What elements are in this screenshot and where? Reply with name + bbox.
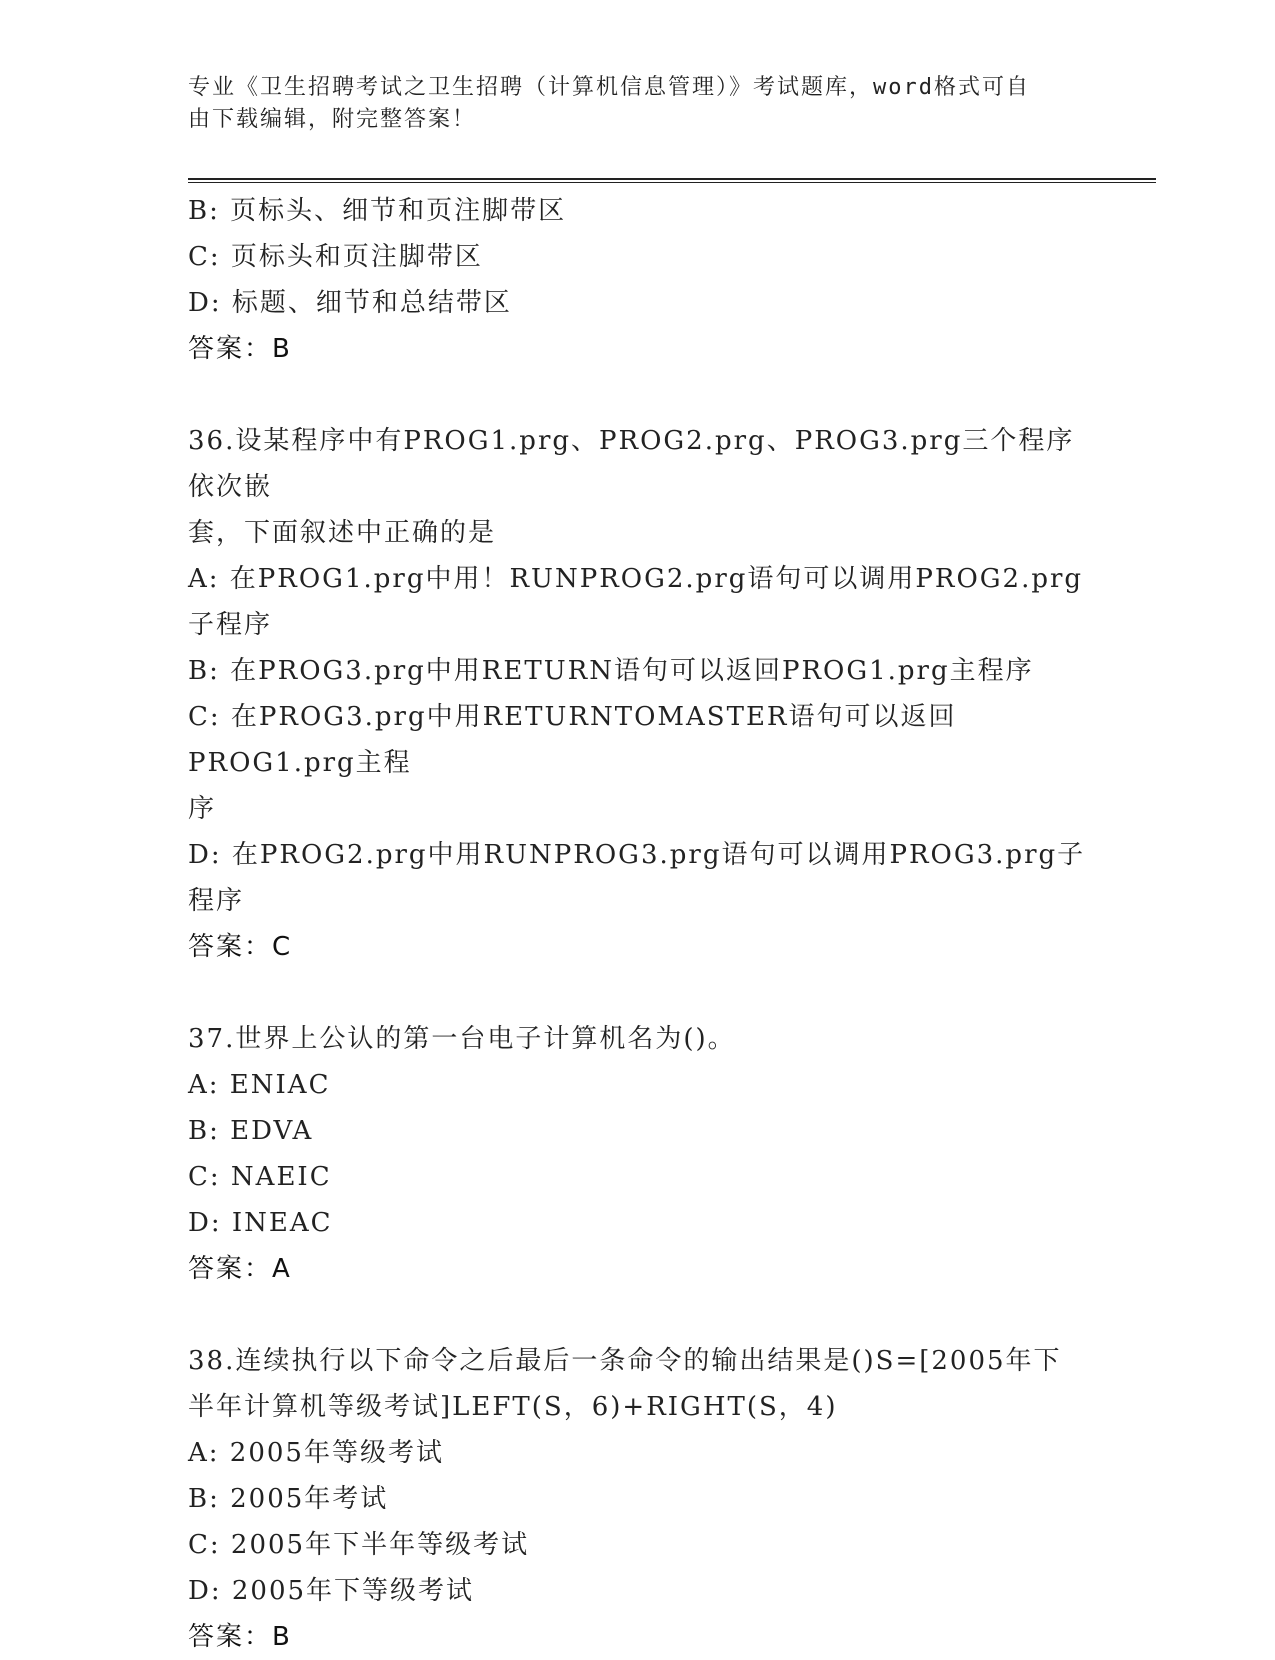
option-a: A: 在PROG1.prg中用！RUNPROG2.prg语句可以调用PROG2.prg子程序 [188,564,1084,640]
spacer [188,970,1088,1016]
option-c-cont: 序 [188,794,217,824]
question-stem: 38.连续执行以下命令之后最后一条命令的输出结果是()S=[2005年下 [188,1346,1062,1376]
spacer [188,372,1088,418]
question-stem-cont: 套，下面叙述中正确的是 [188,518,497,548]
answer-label: 答案：B [188,1622,292,1652]
question-37 [188,1016,1088,1292]
question-stem: 36.设某程序中有PROG1.prg、PROG2.prg、PROG3.prg三个程序依次嵌 [188,426,1075,502]
option-c: C: 在PROG3.prg中用RETURNTOMASTER语句可以返回PROG1.prg主程 [188,702,957,778]
document-header [188,72,1088,136]
header-line-2: 由下载编辑，附完整答案！ [188,107,477,132]
question-35-tail [188,188,1088,372]
spacer [188,1292,1088,1338]
option-b: B: 页标头、细节和页注脚带区 [188,196,567,226]
question-36 [188,418,1088,970]
option-d: D: 标题、细节和总结带区 [188,288,512,318]
option-d: D: INEAC [188,1208,333,1238]
answer-label: 答案：C [188,932,293,962]
answer-label: 答案：B [188,334,292,364]
question-stem-cont: 半年计算机等级考试]LEFT(S，6)+RIGHT(S，4) [188,1392,838,1422]
answer-label: 答案：A [188,1254,292,1284]
option-d: D: 2005年下等级考试 [188,1576,475,1606]
header-divider [188,178,1156,183]
question-38 [188,1338,1088,1660]
question-list [188,188,1088,1660]
option-a: A: 2005年等级考试 [188,1438,444,1468]
option-c: C: 2005年下半年等级考试 [188,1530,530,1560]
option-a: A: ENIAC [188,1070,331,1100]
option-c: C: 页标头和页注脚带区 [188,242,483,272]
option-d: D: 在PROG2.prg中用RUNPROG3.prg语句可以调用PROG3.prg子程序 [188,840,1086,916]
option-c: C: NAEIC [188,1162,332,1192]
question-stem: 37.世界上公认的第一台电子计算机名为()。 [188,1024,736,1054]
option-b: B: EDVA [188,1116,314,1146]
header-line-1: 专业《卫生招聘考试之卫生招聘（计算机信息管理）》考试题库，word格式可自 [188,75,1030,100]
option-b: B: 在PROG3.prg中用RETURN语句可以返回PROG1.prg主程序 [188,656,1034,686]
option-b: B: 2005年考试 [188,1484,389,1514]
